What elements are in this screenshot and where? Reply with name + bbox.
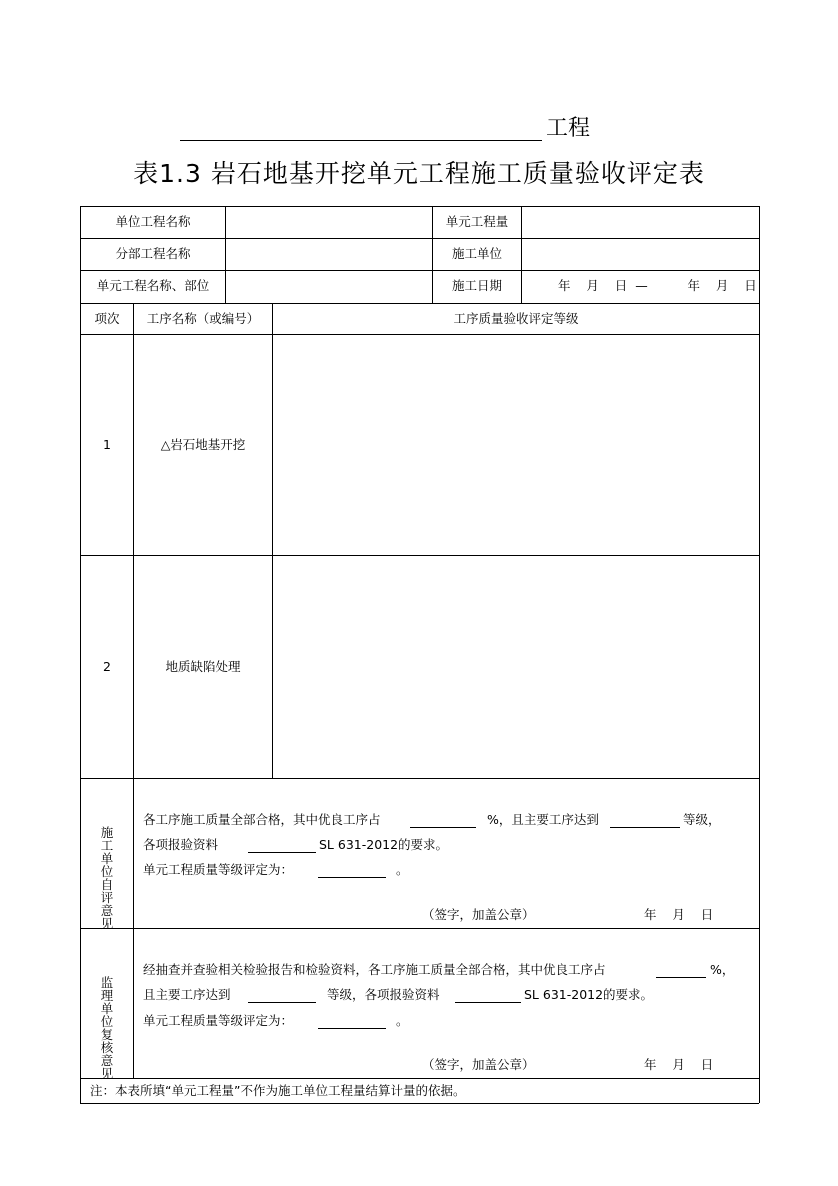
process-no: 2 (103, 659, 111, 674)
page-title: 表1.3 岩石地基开挖单元工程施工质量验收评定表 (133, 159, 705, 188)
division-project-name-field[interactable] (226, 239, 432, 270)
process-no: 1 (103, 437, 111, 452)
row-divider (80, 928, 759, 929)
main-process-grade-blank[interactable] (610, 813, 680, 828)
supervisor-line1-end: %， (710, 962, 735, 977)
col-header-process: 工序名称（或编号） (146, 311, 260, 326)
col-header-grade: 工序质量验收评定等级 (453, 311, 579, 326)
table-border-left (80, 206, 81, 1103)
row-divider (80, 778, 759, 779)
project-name-blank[interactable] (180, 140, 542, 141)
contractor-line1 (143, 811, 381, 829)
contractor-sign-date[interactable]: 年 月 日 (644, 907, 714, 922)
row-divider (80, 1078, 759, 1079)
supervisor-excellent-rate-blank[interactable] (656, 963, 706, 978)
table-border-right (759, 206, 760, 1103)
contractor-line2-text: 各项报验资料 (143, 837, 219, 852)
construction-date-label: 施工日期 (451, 278, 502, 293)
supervisor-line1-text: 经抽查并查验相关检验报告和检验资料，各工序施工质量全部合格，其中优良工序占 (143, 962, 606, 977)
row-divider (80, 303, 759, 304)
division-project-name-label: 分部工程名称 (115, 246, 191, 261)
contractor-line3-text: 单元工程质量等级评定为： (143, 862, 294, 877)
supervisor-line2-end: SL 631-2012的要求。 (524, 987, 654, 1002)
contractor-line2-end: SL 631-2012的要求。 (319, 837, 449, 852)
unit-project-name-field[interactable] (226, 207, 432, 238)
unit-work-quantity-field[interactable] (522, 207, 759, 238)
unit-work-quantity-label: 单元工程量 (445, 214, 509, 229)
contractor-line1-mid: %，且主要工序达到 (487, 812, 599, 827)
supervisor-sign-date[interactable]: 年 月 日 (644, 1057, 714, 1072)
unit-project-name-label: 单位工程名称 (115, 214, 191, 229)
contractor-line3-end: 。 (396, 862, 409, 877)
element-project-field[interactable] (226, 271, 432, 303)
supervisor-line2-mid: 等级，各项报验资料 (327, 987, 440, 1002)
data-compliance-blank[interactable] (248, 838, 316, 853)
construction-date-field[interactable]: 年 月 日 — 年 月 日 (558, 278, 757, 293)
excellent-rate-blank[interactable] (410, 813, 476, 828)
supervisor-sign-note: （签字，加盖公章） (422, 1057, 535, 1072)
process-name: 地质缺陷处理 (165, 659, 241, 674)
contractor-sign-note: （签字，加盖公章） (422, 907, 535, 922)
table-border-bottom (80, 1103, 759, 1104)
construction-unit-label: 施工单位 (451, 246, 502, 261)
process-grade-field[interactable] (273, 335, 759, 555)
element-grade-blank[interactable] (318, 863, 386, 878)
supervisor-data-compliance-blank[interactable] (455, 988, 521, 1003)
process-name: △岩石地基开挖 (160, 437, 246, 452)
construction-unit-field[interactable] (522, 239, 759, 270)
table-footnote: 注：本表所填“单元工程量”不作为施工单位工程量结算计量的依据。 (90, 1083, 466, 1098)
supervisor-line3-text: 单元工程质量等级评定为： (143, 1013, 294, 1028)
contractor-opinion-label: 施工单位自评意见 (100, 825, 114, 931)
supervisor-opinion-label: 监理单位复核意见 (100, 975, 114, 1081)
contractor-line1-end: 等级， (683, 812, 721, 827)
project-suffix: 工程 (546, 116, 591, 141)
supervisor-element-grade-blank[interactable] (318, 1014, 386, 1029)
supervisor-main-grade-blank[interactable] (248, 988, 316, 1003)
supervisor-line2-text: 且主要工序达到 (143, 987, 231, 1002)
contractor-line1-text: 各工序施工质量全部合格，其中优良工序占 (143, 812, 381, 827)
process-grade-field[interactable] (273, 556, 759, 778)
col-divider (133, 303, 134, 1078)
element-project-label: 单元工程名称、部位 (96, 278, 210, 293)
col-header-item: 项次 (94, 311, 120, 326)
supervisor-line3-end: 。 (396, 1013, 409, 1028)
